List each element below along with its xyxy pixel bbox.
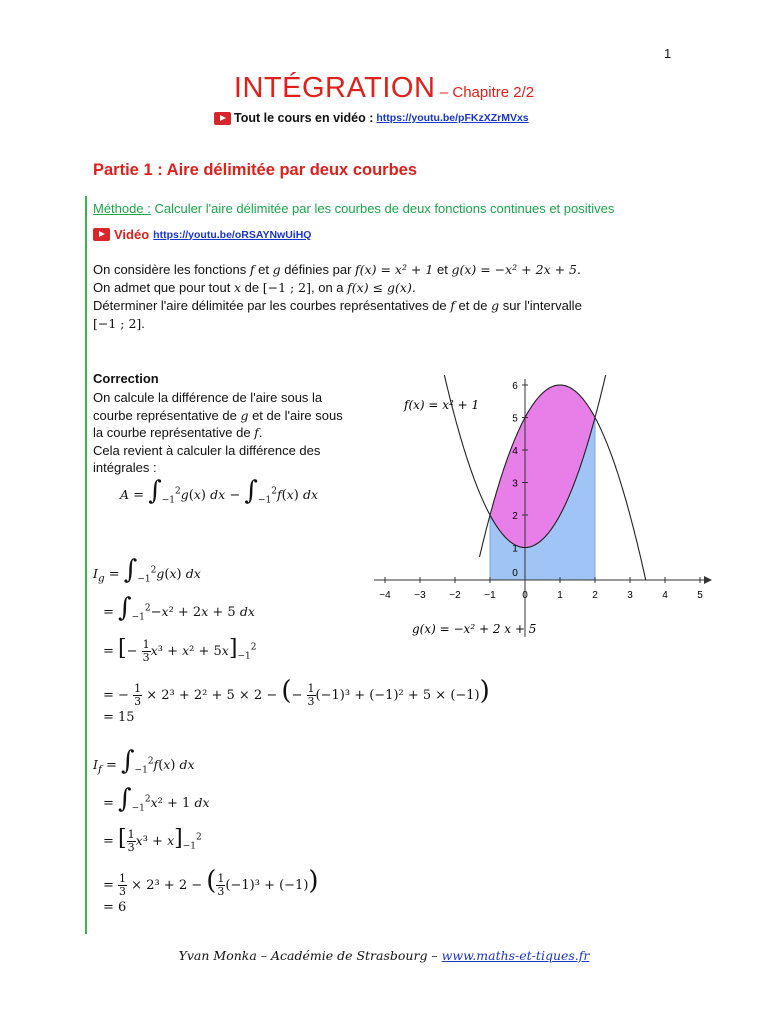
course-video-label: Tout le cours en vidéo :: [234, 111, 374, 125]
y-tick-label: 1: [512, 543, 518, 555]
method-video-link[interactable]: https://youtu.be/oRSAYNwUiHQ: [153, 228, 312, 241]
method-left-bar: [85, 196, 87, 934]
footer: Yvan Monka – Académie de Strasbourg – www.maths-et-tiques.fr: [178, 948, 590, 963]
x-axis-arrow: [704, 576, 712, 584]
method-text: Calculer l'aire délimitée par les courbes de deux fonctions continues et positives: [154, 201, 615, 216]
ig-line-3: = [− $\frac{1}{3}$ $x^3 + x^2 + 5x]_{-1}^2$: [103, 636, 257, 664]
y-tick-label: 6: [512, 381, 518, 392]
if-line-1: $I_f = \int_{-1}^2f(x)$ dx: [93, 746, 195, 776]
method-video-label: Vidéo: [114, 227, 150, 242]
x-tick-label: 2: [592, 590, 598, 601]
origin-label: 0: [512, 568, 518, 579]
page-number: 1: [664, 46, 672, 61]
y-tick-label: 3: [512, 478, 518, 490]
x-tick-label: 1: [557, 590, 563, 601]
course-video-line: [214, 111, 529, 125]
exercise-statement: On considère les fonctions f et g définies par f(x) = x² + 1 et g(x) = −x² + 2x + 5. On admet que pour tout x de [−1 ; 2], on a f(x) ≤ g(x). Déterminer l'aire délimitée par les courbes représentatives de f et de g sur l'intervalle [−1 ; 2].: [93, 262, 582, 331]
y-tick-label: 5: [512, 413, 518, 425]
x-tick-label: 4: [662, 590, 668, 601]
title-sub: – Chapitre 2/2: [439, 84, 535, 101]
correction-text: On calcule la différence de l'aire sous la courbe représentative de g et de l'aire sous la courbe représentative de f. Cela revient à calculer la différence des intégrales :: [93, 390, 343, 475]
youtube-play-icon[interactable]: [93, 228, 110, 241]
ig-line-1: $I_g = \int_{-1}^2g(x)$ dx: [93, 555, 201, 585]
y-tick-label: 2: [512, 511, 518, 522]
method-line: [93, 201, 614, 216]
ig-line-4: = − $\frac{1}{3}$ × 2³ + 2² + 5 × 2 − (− $\frac{1}{3}$ (−1)³ + (−1)² + 5 × (−1)): [103, 676, 490, 708]
if-line-4: = $\frac{1}{3}$ × 2³ + 2 − ( $\frac{1}{3}$ (−1)³ + (−1)): [103, 866, 319, 898]
ig-result: = 15: [103, 710, 135, 725]
title-main: INTÉGRATION: [233, 72, 436, 104]
if-line-2: = $\int_{-1}^2x^2 + 1$ dx: [103, 784, 210, 814]
method-label: Méthode :: [93, 201, 151, 216]
g-label: g(x) = −x² + 2 x + 5: [412, 622, 537, 636]
x-tick-label: −3: [414, 590, 426, 601]
x-tick-label: −4: [379, 590, 391, 601]
x-tick-label: 0: [522, 590, 528, 601]
section-title: Partie 1 : Aire délimitée par deux courbes: [93, 161, 418, 179]
x-tick-label: −2: [449, 590, 461, 601]
correction-title: Correction: [93, 371, 159, 386]
x-tick-label: −1: [484, 590, 496, 601]
y-tick-label: 4: [512, 446, 518, 457]
footer-link[interactable]: www.maths-et-tiques.fr: [441, 948, 590, 963]
youtube-play-icon[interactable]: [214, 112, 231, 125]
f-label: f(x) = x² + 1: [404, 398, 480, 412]
if-result: = 6: [103, 900, 127, 915]
x-tick-label: 3: [627, 590, 633, 601]
if-line-3: = [ $\frac{1}{3}$ $x^3 + x]_{-1}^2$: [103, 826, 202, 854]
method-video-line: [93, 227, 311, 242]
page-title: [0, 72, 768, 105]
x-tick-label: 5: [697, 590, 703, 601]
area-formula: $A = \int_{-1}^2g(x)$ dx − $\int_{-1}^2f(x)$ dx: [120, 476, 318, 506]
ig-line-2: = $\int_{-1}^2-x^2 + 2x + 5$ dx: [103, 593, 255, 623]
function-graph: [368, 375, 718, 645]
course-video-link[interactable]: https://youtu.be/pFKzXZrMVxs: [376, 112, 529, 124]
